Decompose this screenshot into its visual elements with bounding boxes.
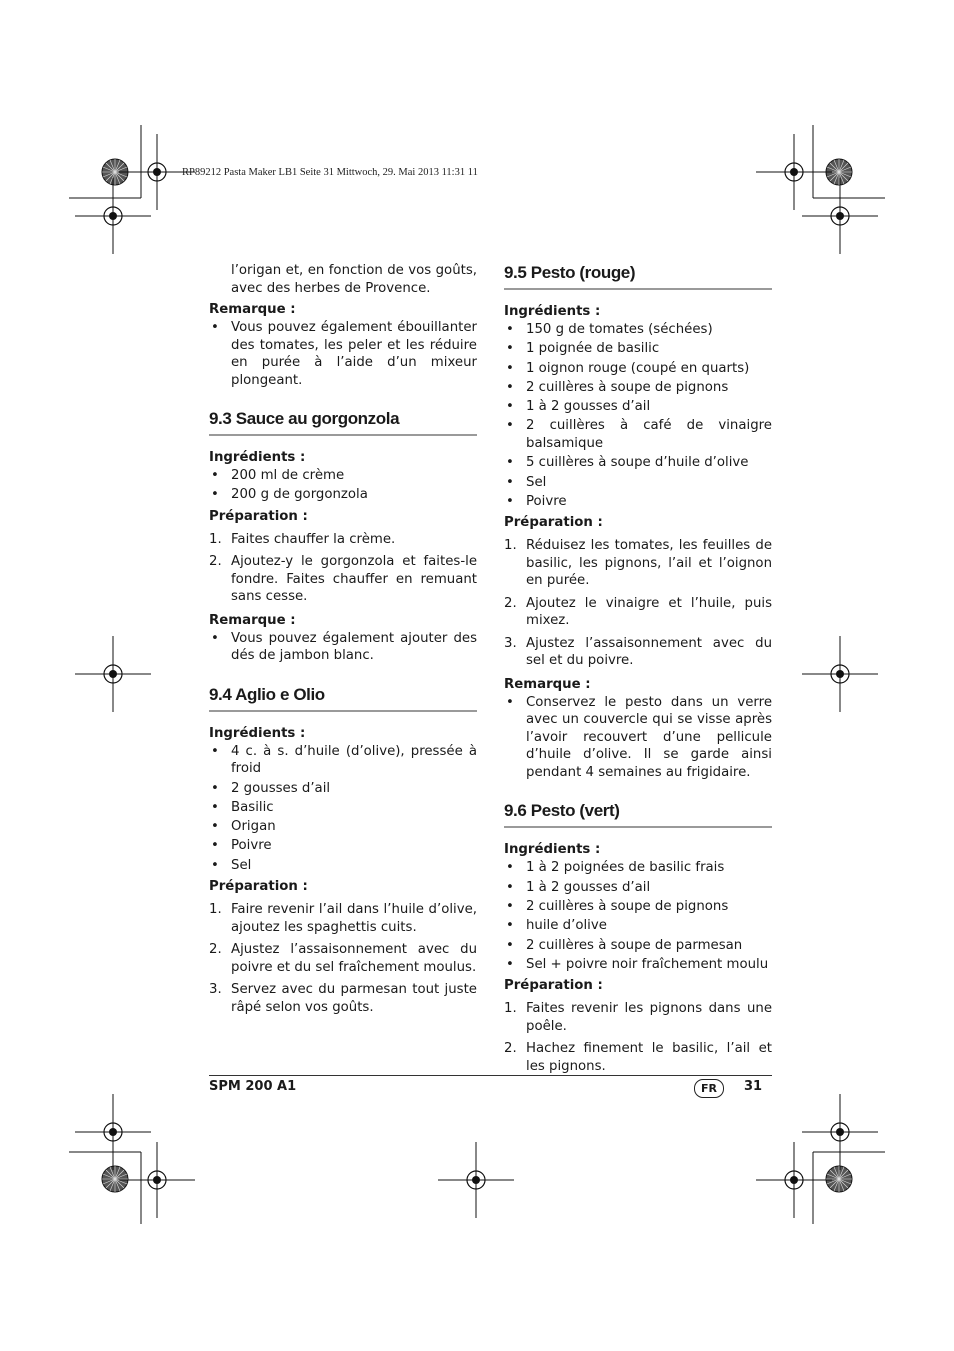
right-column: [504, 262, 772, 1080]
list-item: • Vous pouvez également ébouillanter des tomates, les peler et les réduire en purée à l’aide d’un mixeur plongeant.: [209, 319, 477, 389]
step-number: 1.: [504, 1001, 517, 1017]
ingredients-list: [209, 467, 477, 504]
section-title-9-4: 9.4 Aglio e Olio: [209, 684, 477, 712]
list-item: • 200 ml de crème: [209, 467, 477, 485]
step-text: Réduisez les tomates, les feuilles de basilic, les pignons, l’ail et l’oignon en purée.: [526, 538, 772, 589]
print-header: RP89212 Pasta Maker LB1 Seite 31 Mittwoch, 29. Mai 2013 11:31 11: [182, 167, 478, 178]
ingredients-list: [504, 321, 772, 510]
step-number: 2.: [209, 942, 222, 958]
list-item: • Sel: [209, 857, 477, 875]
section-title-9-3: 9.3 Sauce au gorgonzola: [209, 408, 477, 436]
steps-list: [209, 531, 477, 606]
step-text: Hachez finement le basilic, l’ail et les pignons.: [526, 1041, 772, 1074]
step-item: [504, 595, 772, 630]
step-text: Ajoutez le vinaigre et l’huile, puis mixez.: [526, 595, 772, 629]
step-text: Ajustez l’assaisonnement avec du sel et du poivre.: [526, 635, 772, 669]
note-label: Remarque :: [209, 612, 296, 628]
preparation-label: Préparation :: [504, 515, 603, 531]
list-item: • 1 oignon rouge (coupé en quarts): [504, 360, 772, 378]
list-item: • Conservez le pesto dans un verre avec un couvercle qui se visse après l’avoir recouvert d’une pellicule d’huile d’olive. Il se garde ainsi pendant 4 semaines au frigidaire.: [504, 694, 772, 782]
preparation-label: Préparation :: [209, 508, 308, 524]
step-number: 2.: [504, 595, 517, 611]
step-item: [209, 553, 477, 606]
step-number: 2.: [504, 1041, 517, 1057]
note-list: [504, 694, 772, 782]
list-item: • Poivre: [209, 837, 477, 855]
ingredients-label: Ingrédients :: [504, 304, 601, 319]
ingredients-list: [209, 743, 477, 874]
list-item: • Vous pouvez également ajouter des dés de jambon blanc.: [209, 630, 477, 665]
step-item: [209, 531, 477, 549]
steps-list: [504, 537, 772, 670]
list-item: • Origan: [209, 818, 477, 836]
intro-continuation: l’origan et, en fonction de vos goûts, avec des herbes de Provence.: [231, 263, 477, 296]
list-item: • huile d’olive: [504, 917, 772, 935]
section-title-9-5: 9.5 Pesto (rouge): [504, 262, 772, 290]
list-item: • 2 cuillères à soupe de pignons: [504, 379, 772, 397]
list-item: • 2 cuillères à soupe de parmesan: [504, 937, 772, 955]
ingredients-list: [504, 859, 772, 973]
step-text: Ajoutez-y le gorgonzola et faites-le fondre. Faites chauffer en remuant sans cesse.: [231, 554, 477, 605]
list-item: • 5 cuillères à soupe d’huile d’olive: [504, 454, 772, 472]
step-item: [504, 635, 772, 670]
note-label: Remarque :: [504, 676, 591, 692]
step-text: Faites revenir les pignons dans une poêle.: [526, 1001, 772, 1034]
list-item: • 1 à 2 gousses d’ail: [504, 879, 772, 897]
language-badge: FR: [694, 1079, 724, 1098]
list-item: • 4 c. à s. d’huile (d’olive), pressée à froid: [209, 743, 477, 778]
step-item: [504, 1040, 772, 1075]
ingredients-label: Ingrédients :: [504, 842, 601, 858]
step-number: 1.: [209, 902, 222, 918]
left-column: [209, 262, 477, 1021]
note-list: [209, 319, 477, 389]
model-number: SPM 200 A1: [209, 1079, 297, 1094]
steps-list: [504, 1000, 772, 1075]
list-item: • 2 cuillères à soupe de pignons: [504, 898, 772, 916]
step-item: [209, 981, 477, 1016]
note-label: Remarque :: [209, 302, 296, 317]
footer-divider: [209, 1075, 772, 1076]
preparation-label: Préparation :: [504, 978, 603, 994]
step-number: 1.: [504, 538, 517, 554]
step-number: 1.: [209, 531, 222, 547]
list-item: • 2 cuillères à café de vinaigre balsamique: [504, 417, 772, 452]
step-text: Faire revenir l’ail dans l’huile d’olive, ajoutez les spaghettis cuits.: [231, 902, 477, 935]
list-item: • Basilic: [209, 799, 477, 817]
list-item: • 1 poignée de basilic: [504, 340, 772, 358]
ingredients-label: Ingrédients :: [209, 450, 306, 465]
step-number: 2.: [209, 554, 222, 570]
step-text: Ajustez l’assaisonnement avec du poivre et du sel fraîchement moulus.: [231, 942, 477, 975]
list-item: • 1 à 2 gousses d’ail: [504, 398, 772, 416]
step-text: Servez avec du parmesan tout juste râpé selon vos goûts.: [231, 982, 477, 1015]
step-item: [209, 901, 477, 936]
list-item: • Sel + poivre noir fraîchement moulu: [504, 956, 772, 974]
step-number: 3.: [209, 982, 222, 998]
step-item: [504, 1000, 772, 1035]
note-list: [209, 630, 477, 665]
ingredients-label: Ingrédients :: [209, 725, 306, 741]
preparation-label: Préparation :: [209, 879, 308, 895]
page-number: 31: [744, 1079, 763, 1094]
list-item: • 1 à 2 poignées de basilic frais: [504, 859, 772, 877]
list-item: • 2 gousses d’ail: [209, 780, 477, 798]
step-number: 3.: [504, 635, 517, 651]
section-title-9-6: 9.6 Pesto (vert): [504, 800, 772, 828]
list-item: • Sel: [504, 474, 772, 492]
steps-list: [209, 901, 477, 1016]
list-item: • 200 g de gorgonzola: [209, 486, 477, 504]
step-item: [504, 537, 772, 590]
step-text: Faites chauffer la crème.: [231, 531, 396, 547]
list-item: • 150 g de tomates (séchées): [504, 321, 772, 339]
step-item: [209, 941, 477, 976]
list-item: • Poivre: [504, 493, 772, 511]
